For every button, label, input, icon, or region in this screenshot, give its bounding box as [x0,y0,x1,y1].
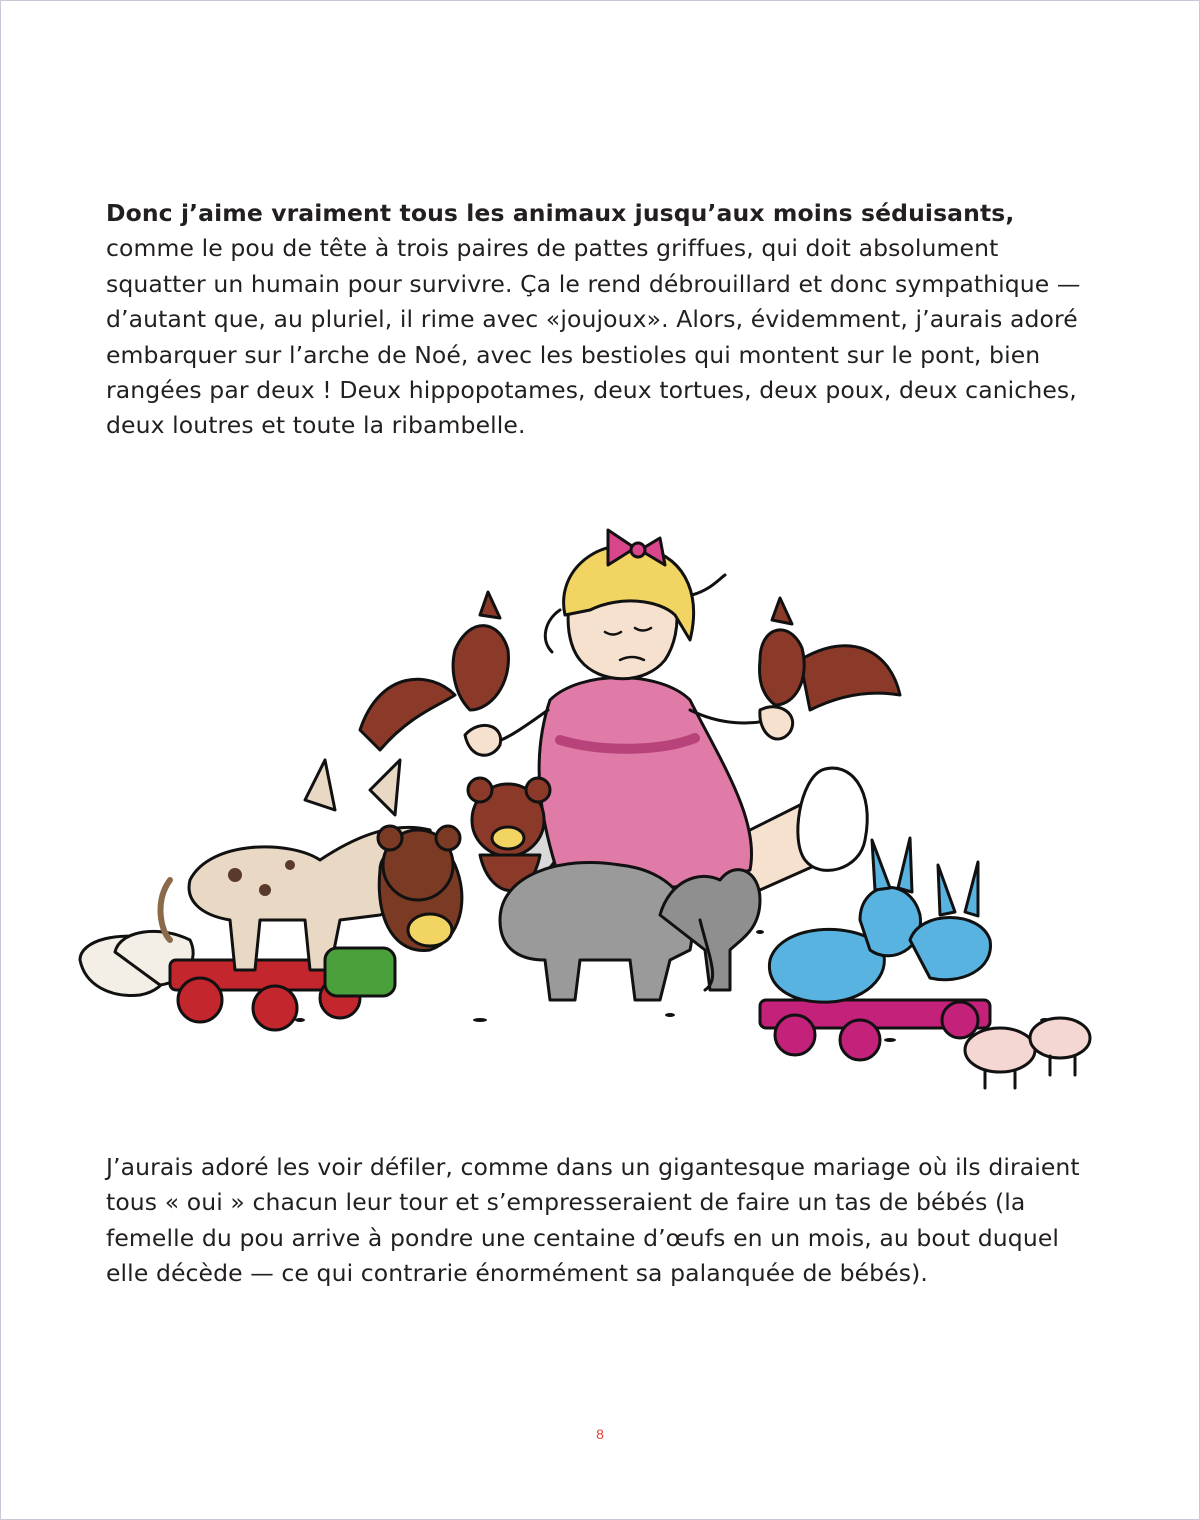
green-cart [325,948,395,996]
paragraph-1-text: comme le pou de tête à trois paires de pattes griffues, qui doit absolument squatter un humain pour survivre. Ça le rend débrouillard et donc sympathique — d’autant que, au pluriel, il rime avec «joujoux». Alors, évidemment, j’aurais adoré embarquer sur l’arche de Noé, avec les bestioles qui montent sur le pont, bien rangées par deux ! Deux hippopotames, deux tortues, deux poux, deux caniches, deux loutres et toute la ribambelle. [106,234,1081,440]
shoe-right [798,768,867,870]
squirrel-right [760,598,900,710]
elephants [500,862,760,1000]
illustration-girl-with-toy-animals [60,520,1120,1090]
dress [539,678,751,889]
paragraph-1 [106,196,1091,444]
paragraph-1-lead: Donc j’aime vraiment tous les animaux jusqu’aux moins séduisants, [106,199,1015,227]
paragraph-2: J’aurais adoré les voir défiler, comme dans un gigantesque mariage où ils diraient tous « oui » chacun leur tour et s’empresseraient de faire un tas de bébés (la femelle du pou arrive à pondre une centaine d’œufs en un mois, au bout duquel elle décède — ce qui contrarie énormément sa palanquée de bébés). [106,1153,1080,1288]
page-number: 8 [596,1426,604,1442]
